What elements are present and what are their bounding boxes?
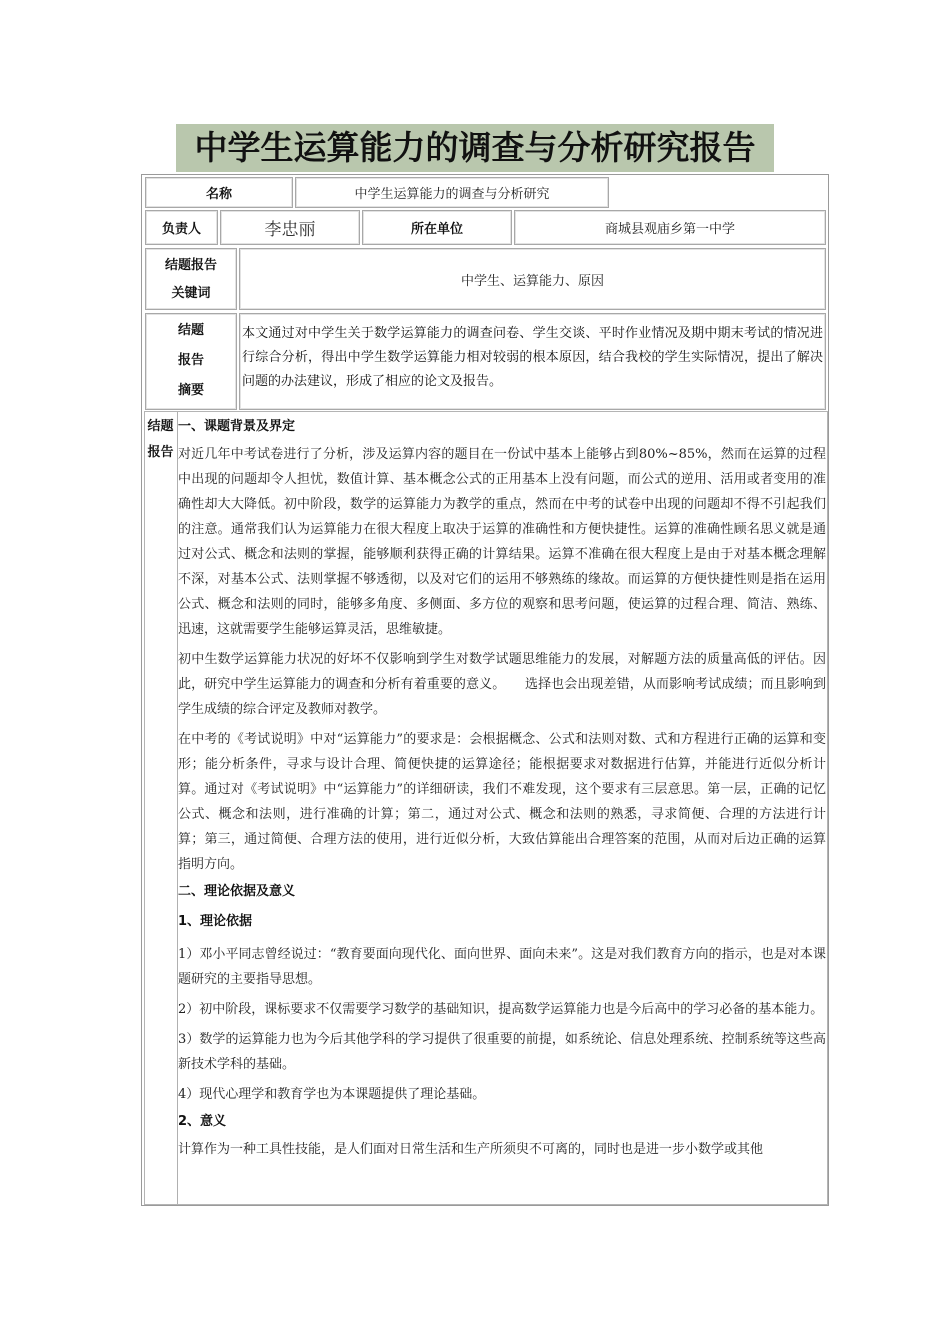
name-value <box>295 177 609 208</box>
name-label <box>145 177 293 208</box>
keywords-label-line2: 关键词 <box>171 286 211 301</box>
keywords-value-text: 中学生、运算能力、原因 <box>460 273 604 289</box>
abstract-label <box>145 313 237 410</box>
paragraph-background: 对近几年中考试卷进行了分析，涉及运算内容的题目在一份试中基本上能够占到80%~85%，然而在运算的过程中出现的问题却令人担忧，数值计算、基本概念公式的正用基本上没有问题，而公式的逆用、活用或者变用的准确性却大大降低。初中阶段，数学的运算能力为教学的重点，然而在中考的试卷中出现的问题却不得不引起我们的注意。通常我们认为运算能力在很大程度上取决于运算的准确性和方便快捷性。运算的准确性顾名思义就是通过对公式、概念和法则的掌握，能够顺利获得正确的计算结果。运算不准确在很大程度上是由于对基本概念理解不深，对基本公式、法则掌握不够透彻，以及对它们的运用不够熟练的缘故。而运算的方便快捷性则是指在运用公式、概念和法则的同时，能够多角度、多侧面、多方位的观察和思考问题，使运算的过程合理、简洁、熟练、迅速，这就需要学生能够运算灵活，思维敏捷。 <box>178 447 826 637</box>
abstract-value <box>239 313 826 410</box>
keywords-label <box>145 248 237 310</box>
leader-label <box>145 210 218 245</box>
unit-label <box>362 210 512 245</box>
leader-label-text: 负责人 <box>161 222 201 237</box>
unit-label-text: 所在单位 <box>410 222 463 237</box>
section-heading-background: 一、课题背景及界定 <box>178 419 296 434</box>
report-label-line1: 结题 <box>147 419 174 434</box>
leader-value <box>220 210 360 245</box>
section-heading-theory: 二、理论依据及意义 <box>178 884 296 899</box>
keywords-value <box>239 248 826 310</box>
paragraph-significance: 初中生数学运算能力状况的好坏不仅影响到学生对数学试题思维能力的发展，对解题方法的质量高低的评估。因此，研究中学生运算能力的调查和分析有着重要的意义。 选择也会出现差错，从而影响考试成绩；而且影响到学生成绩的综合评定及教师对教学。 <box>178 652 826 717</box>
theory-item-1: 1）邓小平同志曾经说过：“教育要面向现代化、面向世界、面向未来”。这是对我们教育方向的指示，也是对本课题研究的主要指导思想。 <box>178 947 826 987</box>
name-value-text: 中学生运算能力的调查与分析研究 <box>354 187 550 202</box>
name-label-text: 名称 <box>205 187 232 202</box>
abstract-label-line2: 报告 <box>177 353 204 368</box>
keywords-label-line1: 结题报告 <box>164 258 217 273</box>
subheading-meaning: 2、意义 <box>178 1114 227 1129</box>
unit-value <box>514 210 826 245</box>
abstract-value-text: 本文通过对中学生关于数学运算能力的调查问卷、学生交谈、平时作业情况及期中期末考试的情况进行综合分析，得出中学生数学运算能力相对较弱的根本原因，结合我校的学生实际情况，提出了解决问题的办法建议，形成了相应的论文及报告。 <box>242 326 823 389</box>
leader-value-text: 李忠丽 <box>264 220 316 240</box>
theory-item-3: 3）数学的运算能力也为今后其他学科的学习提供了很重要的前提，如系统论、信息处理系统、控制系统等这些高新技术学科的基础。 <box>178 1032 826 1072</box>
subheading-theory-basis: 1、理论依据 <box>178 914 253 929</box>
abstract-label-line1: 结题 <box>177 323 204 338</box>
theory-item-2: 2）初中阶段，课标要求不仅需要学习数学的基础知识，提高数学运算能力也是今后高中的学习必备的基本能力。 <box>178 1002 824 1017</box>
abstract-label-line3: 摘要 <box>177 383 204 398</box>
report-label <box>144 412 178 1204</box>
document-title: 中学生运算能力的调查与分析研究报告 <box>176 124 774 172</box>
paragraph-meaning: 计算作为一种工具性技能，是人们面对日常生活和生产所须臾不可离的，同时也是进一步小数学或其他 <box>178 1142 764 1157</box>
report-body <box>178 412 828 1204</box>
theory-item-4: 4）现代心理学和教育学也为本课题提供了理论基础。 <box>178 1087 486 1102</box>
paragraph-exam-requirements: 在中考的《考试说明》中对“运算能力”的要求是：会根据概念、公式和法则对数、式和方程进行正确的运算和变形；能分析条件，寻求与设计合理、简便快捷的运算途径；能根据要求对数据进行估算，并能进行近似分析计算。通过对《考试说明》中“运算能力”的详细研读，我们不难发现，这个要求有三层意思。第一层，正确的记忆公式、概念和法则，进行准确的计算；第二，通过对公式、概念和法则的熟悉，寻求简便、合理的方法进行计算；第三，通过简便、合理方法的使用，进行近似分析，大致估算能出合理答案的范围，从而对后边正确的运算指明方向。 <box>178 732 826 872</box>
report-label-line2: 报告 <box>147 445 174 460</box>
unit-value-text: 商城县观庙乡第一中学 <box>604 222 735 237</box>
